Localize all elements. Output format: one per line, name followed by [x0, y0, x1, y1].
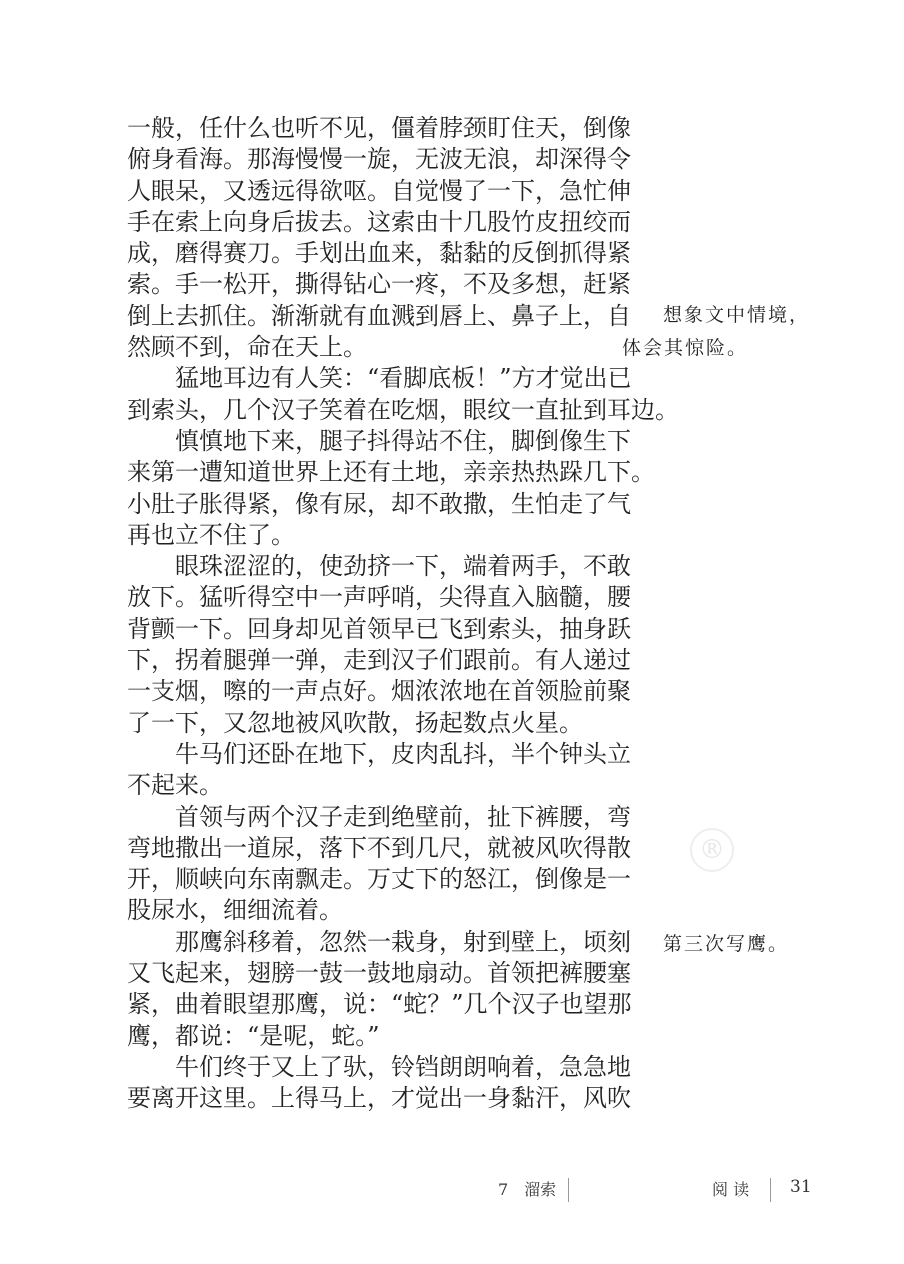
- paragraph: [127, 927, 632, 1052]
- text-line: 开，顺峡向东南飘走。万丈下的怒江，倒像是一: [127, 865, 631, 894]
- footer-lesson-title: 7 溜索: [498, 1180, 557, 1199]
- text-line: 那鹰斜移着，忽然一栽身，射到壁上，顷刻: [175, 927, 631, 956]
- text-line: 慎慎地下来，腿子抖得站不住，脚倒像生下: [175, 426, 631, 455]
- text-line: 眼珠涩涩的，使劲挤一下，端着两手，不敢: [175, 552, 631, 581]
- margin-note-imagine: 想象文中情境，: [663, 304, 811, 326]
- text-line: 来第一遭知道世界上还有土地，亲亲热热跺几下。: [127, 458, 655, 487]
- footer-divider: [770, 1178, 771, 1202]
- text-line: 又飞起来，翅膀一鼓一鼓地扇动。首领把裤腰塞: [127, 959, 631, 988]
- text-line: 再也立不住了。: [127, 520, 295, 549]
- text-line: 一般，任什么也听不见，僵着脖颈盯住天，倒像: [127, 114, 631, 142]
- text-line: 倒上去抓住。渐渐就有血溅到唇上、鼻子上，自: [127, 301, 631, 330]
- footer-section: 阅 读: [712, 1180, 750, 1199]
- paragraph: [127, 113, 631, 363]
- text-line: 人眼呆，又透远得欲呕。自觉慢了一下，急忙伸: [127, 176, 631, 205]
- text-line: 股尿水，细细流着。: [127, 896, 343, 925]
- text-line: 了一下，又忽地被风吹散，扬起数点火星。: [127, 708, 583, 737]
- text-line: 放下。猛听得空中一声呼哨，尖得直入脑髓，腰: [127, 583, 631, 612]
- margin-note-thrill: 体会其惊险。: [622, 337, 749, 359]
- text-line: 小肚子胀得紧，像有尿，却不敢撒，生怕走了气: [127, 489, 631, 518]
- paragraph: [127, 551, 631, 739]
- text-line: 要离开这里。上得马上，才觉出一身黏汗，风吹: [127, 1084, 631, 1113]
- text-line: 不起来。: [127, 771, 223, 800]
- text-line: 然顾不到，命在天上。: [127, 333, 367, 362]
- text-line: 俯身看海。那海慢慢一旋，无波无浪，却深得令: [127, 145, 631, 174]
- text-line: 成，磨得赛刀。手划出血来，黏黏的反倒抓得紧: [127, 239, 631, 268]
- margin-note-eagle: 第三次写鹰。: [663, 933, 790, 955]
- text-line: 索。手一松开，撕得钻心一疼，不及多想，赶紧: [127, 270, 631, 299]
- page-number: 31: [790, 1177, 812, 1197]
- paragraph: [127, 1052, 631, 1115]
- text-line: 牛马们还卧在地下，皮肉乱抖，半个钟头立: [175, 739, 631, 768]
- text-line: 弯地撒出一道尿，落下不到几尺，就被风吹得散: [127, 833, 631, 862]
- text-line: 鹰，都说：“是呢，蛇。”: [127, 1021, 380, 1050]
- text-line: 一支烟，嚓的一声点好。烟浓浓地在首领脸前聚: [127, 677, 631, 706]
- text-line: 手在索上向身后拔去。这索由十几股竹皮扭绞而: [127, 207, 631, 236]
- text-line: 紧，曲着眼望那鹰，说：“蛇？”几个汉子也望那: [127, 990, 632, 1019]
- text-line: 背颤一下。回身却见首领早已飞到索头，抽身跃: [127, 614, 631, 643]
- text-line: 下，拐着腿弹一弹，走到汉子们跟前。有人递过: [127, 646, 631, 675]
- footer-divider: [568, 1178, 569, 1202]
- text-line: 牛们终于又上了驮，铃铛朗朗响着，急急地: [175, 1052, 631, 1081]
- body-text: [127, 113, 679, 1115]
- text-line: 猛地耳边有人笑：“看脚底板！”方才觉出已: [175, 364, 632, 393]
- watermark-registered-icon: ®: [690, 828, 734, 872]
- paragraph: [127, 426, 655, 551]
- text-line: 首领与两个汉子走到绝壁前，扯下裤腰，弯: [175, 802, 631, 831]
- paragraph: [127, 363, 679, 426]
- text-line: 到索头，几个汉子笑着在吃烟，眼纹一直扯到耳边。: [127, 395, 679, 424]
- paragraph: [127, 802, 631, 927]
- paragraph: [127, 739, 631, 802]
